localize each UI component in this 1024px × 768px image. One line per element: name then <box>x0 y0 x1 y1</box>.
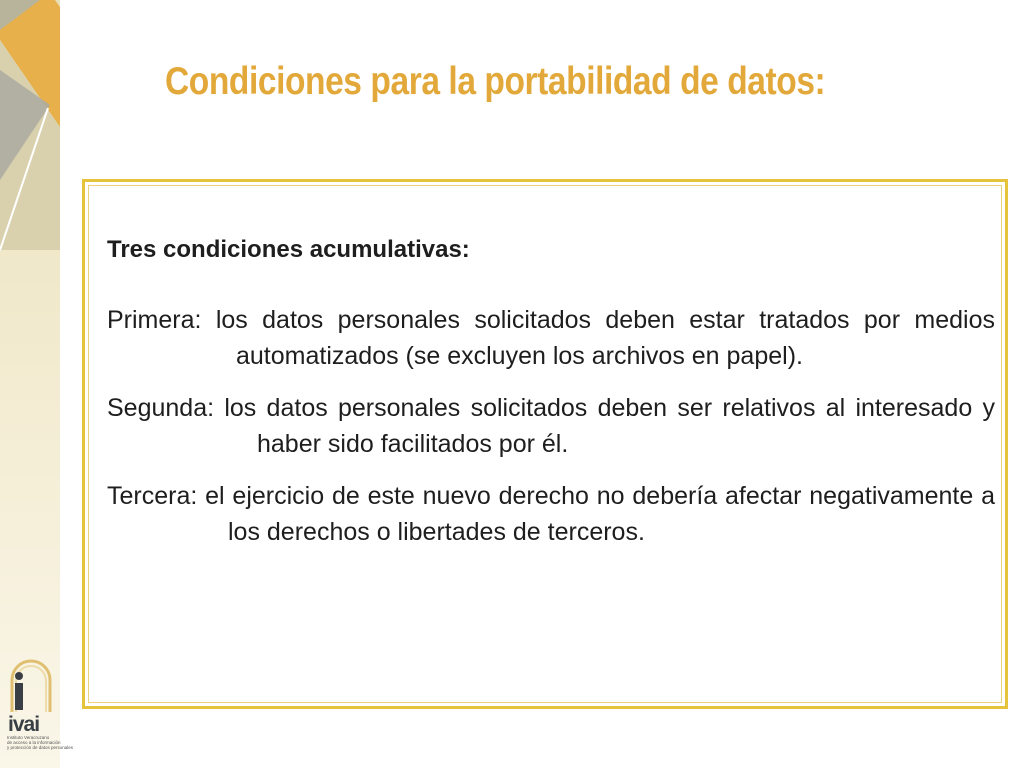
page-title: Condiciones para la portabilidad de datos: <box>165 60 826 103</box>
logo-wordmark: ivai <box>8 713 40 736</box>
condition-label: Tercera: <box>107 482 198 510</box>
condition-text: los datos personales solicitados deben ser relativos al interesado y haber sido facilitados por él. <box>224 394 995 458</box>
logo-caption-line: Instituto Veracruzano <box>7 735 50 740</box>
logo-caption-line: y protección de datos personales <box>7 745 74 750</box>
condition-label: Segunda: <box>107 394 215 422</box>
condition-item-tercera <box>107 478 995 550</box>
condition-label: Primera: <box>107 306 202 334</box>
decorative-side-band <box>0 0 62 768</box>
subheading: Tres condiciones acumulativas: <box>107 236 470 263</box>
condition-text: los datos personales solicitados deben estar tratados por medios automatizados (se excluyen los archivos en papel). <box>215 306 995 370</box>
content-body <box>107 232 995 566</box>
logo-caption <box>7 735 74 750</box>
side-band-graphic <box>0 0 62 768</box>
condition-text: el ejercicio de este nuevo derecho no debería afectar negativamente a los derechos o libertades de terceros. <box>205 482 995 546</box>
logo-caption-line: de acceso a la información <box>7 740 61 745</box>
condition-item-primera <box>107 302 995 374</box>
condition-item-segunda <box>107 390 995 462</box>
